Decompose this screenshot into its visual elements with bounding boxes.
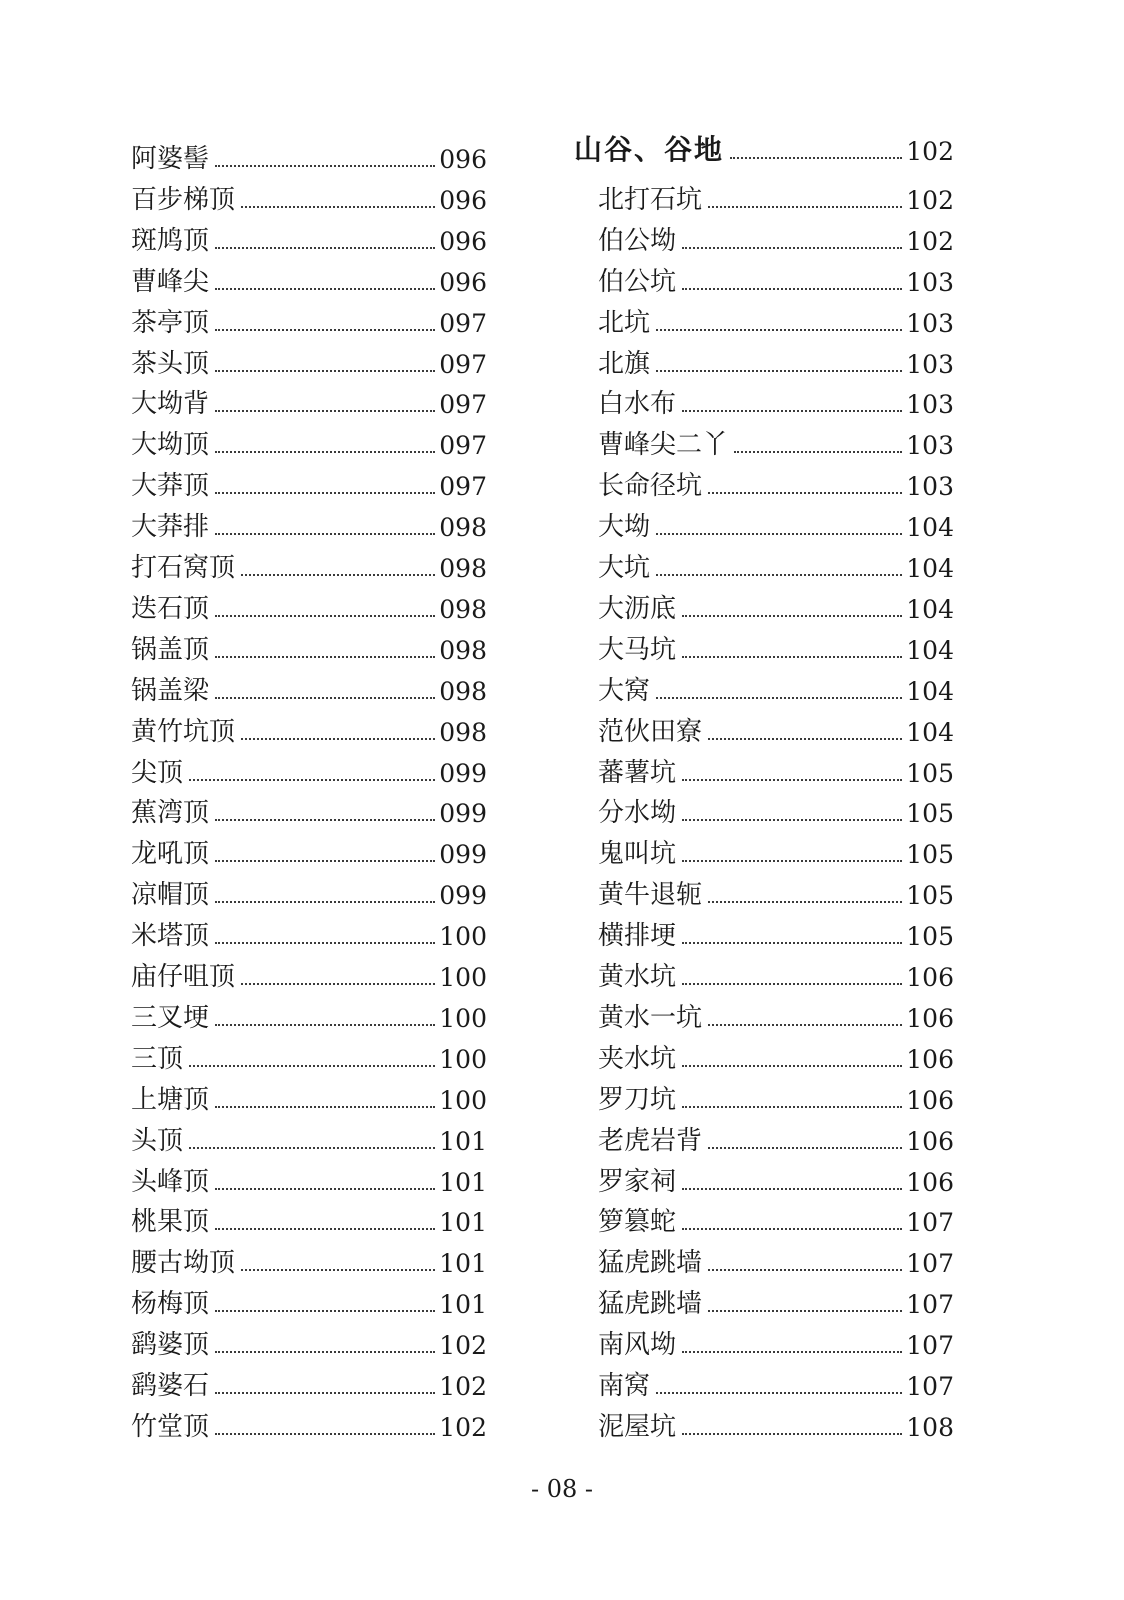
- toc-entry-name: 南风坳: [598, 1330, 677, 1361]
- toc-entry-name: 竹堂顶: [131, 1411, 210, 1442]
- toc-entry: [574, 1276, 954, 1320]
- toc-entry-page: 104: [906, 554, 954, 583]
- toc-entry-name: 锅盖顶: [131, 634, 210, 665]
- toc-entry-page: 103: [906, 349, 954, 379]
- toc-entry-name: 桃果顶: [131, 1207, 210, 1238]
- toc-entry-page: 102: [439, 1412, 487, 1442]
- toc-entry-name: 老虎岩背: [598, 1125, 703, 1156]
- toc-entry-name: 杨梅顶: [131, 1289, 210, 1320]
- toc-entry-page: 101: [439, 1249, 487, 1279]
- toc-entry-name: 百步梯顶: [131, 184, 236, 215]
- toc-entry-page: 098: [439, 717, 487, 747]
- toc-entry-page: 100: [439, 1003, 487, 1033]
- toc-entry-page: 097: [439, 431, 487, 461]
- toc-entry-name: 蕉湾顶: [131, 798, 210, 829]
- toc-entry: [131, 1358, 487, 1399]
- toc-entry-name: 白水布: [598, 389, 677, 420]
- toc-entry-name: 凉帽顶: [131, 880, 210, 911]
- toc-entry-page: 100: [439, 922, 487, 952]
- dot-leader: [241, 983, 435, 985]
- toc-entry-name: 范伙田寮: [598, 716, 703, 747]
- toc-entry: [131, 1113, 487, 1154]
- toc-entry-name: 北坑: [598, 307, 651, 338]
- dot-leader: [215, 697, 435, 699]
- toc-entry-name: 夹水坑: [598, 1043, 677, 1074]
- toc-entry: [574, 1031, 954, 1072]
- toc-entry-name: 头顶: [131, 1125, 184, 1156]
- toc-entry: [131, 1317, 487, 1361]
- toc-entry: [574, 867, 954, 911]
- toc-entry-name: 大坳顶: [131, 430, 210, 461]
- toc-entry-page: 106: [906, 1167, 954, 1197]
- dot-leader: [215, 1228, 435, 1230]
- dot-leader: [682, 1433, 902, 1435]
- toc-entry-page: 106: [906, 1126, 954, 1156]
- toc-entry-name: 罗家祠: [598, 1166, 677, 1197]
- toc-entry-page: 097: [439, 390, 487, 420]
- dot-leader: [215, 860, 435, 862]
- toc-entry: [131, 826, 487, 870]
- dot-leader: [682, 1106, 902, 1108]
- toc-entry: [574, 499, 954, 543]
- toc-entry-name: 大坳: [598, 512, 651, 543]
- toc-entry-name: 鬼叫坑: [598, 839, 677, 870]
- toc-entry: [574, 1317, 954, 1361]
- dot-leader: [656, 533, 902, 535]
- dot-leader: [215, 1106, 435, 1108]
- toc-entry-page: 098: [439, 676, 487, 706]
- toc-entry-page: 107: [906, 1208, 954, 1238]
- toc-entry-name: 猛虎跳墙: [598, 1248, 703, 1279]
- page-number: - 08 -: [530, 1475, 593, 1503]
- toc-entry: [131, 785, 487, 829]
- toc-entry-name: 茶头顶: [131, 348, 210, 379]
- toc-entry-page: 099: [439, 799, 487, 829]
- toc-entry: [574, 376, 954, 420]
- dot-leader: [682, 288, 902, 290]
- toc-entry: [574, 622, 954, 663]
- toc-entry: [131, 1194, 487, 1238]
- toc-entry-name: 大坑: [598, 553, 651, 583]
- toc-entry-page: 103: [906, 472, 954, 502]
- dot-leader: [215, 615, 435, 617]
- dot-leader: [682, 942, 902, 944]
- toc-entry: [574, 826, 954, 870]
- dot-leader: [682, 860, 902, 862]
- toc-entry-page: 104: [906, 594, 954, 624]
- toc-entry: [131, 622, 487, 663]
- toc-entry-page: 096: [439, 226, 487, 256]
- toc-entry-name: 迭石顶: [131, 593, 210, 624]
- toc-entry-page: 104: [906, 676, 954, 706]
- toc-entry: [131, 908, 487, 952]
- dot-leader: [215, 901, 435, 903]
- toc-entry-page: 107: [906, 1331, 954, 1361]
- toc-entry-page: 099: [439, 758, 487, 788]
- toc-entry-page: 105: [906, 922, 954, 952]
- dot-leader: [241, 738, 435, 740]
- toc-entry-page: 104: [906, 635, 954, 665]
- toc-entry-page: 106: [906, 1085, 954, 1115]
- dot-leader: [708, 1147, 902, 1149]
- toc-entry: [574, 704, 954, 745]
- toc-entry: [131, 663, 487, 704]
- toc-entry-name: 泥屋坑: [598, 1411, 677, 1442]
- dot-leader: [656, 697, 902, 699]
- toc-entry-name: 锅盖梁: [131, 675, 210, 706]
- toc-entry-name: 大马坑: [598, 634, 677, 665]
- toc-entry-page: 101: [439, 1290, 487, 1320]
- toc-entry-name: 大坳背: [131, 389, 210, 420]
- toc-entry-name: 阿婆髻: [131, 144, 210, 174]
- toc-entry: [131, 213, 487, 254]
- dot-leader: [215, 492, 435, 494]
- dot-leader: [656, 329, 902, 331]
- toc-entry: [574, 458, 954, 502]
- toc-entry-page: 102: [906, 137, 954, 166]
- toc-entry-page: 106: [906, 1003, 954, 1033]
- toc-entry: [131, 458, 487, 502]
- toc-entry-page: 103: [906, 267, 954, 297]
- toc-entry: [131, 295, 487, 336]
- toc-entry-page: 103: [906, 431, 954, 461]
- dot-leader: [682, 410, 902, 412]
- dot-leader: [215, 370, 435, 372]
- toc-entry-page: 096: [439, 185, 487, 215]
- toc-entry-name: 打石窝顶: [131, 553, 236, 583]
- toc-entry-name: 黄水一坑: [598, 1002, 703, 1033]
- toc-entry-page: 103: [906, 308, 954, 338]
- toc-entry: [574, 1194, 954, 1238]
- toc-entry-page: 105: [906, 881, 954, 911]
- toc-entry-page: 099: [439, 881, 487, 911]
- toc-entry: [131, 376, 487, 420]
- toc-entry-name: 庙仔咀顶: [131, 962, 236, 992]
- toc-entry-page: 107: [906, 1249, 954, 1279]
- toc-entry: [131, 1154, 487, 1195]
- toc-entry-page: 096: [439, 267, 487, 297]
- toc-entry-name: 鹞婆顶: [131, 1330, 210, 1361]
- toc-entry-name: 大莽顶: [131, 471, 210, 502]
- dot-leader: [215, 410, 435, 412]
- toc-entry: [574, 254, 954, 295]
- dot-leader: [708, 1310, 902, 1312]
- toc-entry-name: 伯公坑: [598, 266, 677, 297]
- toc-section-heading: [574, 123, 954, 164]
- toc-entry-page: 104: [906, 717, 954, 747]
- toc-entry-name: 大窝: [598, 675, 651, 706]
- toc-entry-page: 107: [906, 1290, 954, 1320]
- dot-leader: [215, 819, 435, 821]
- toc-entry-name: 横排埂: [598, 921, 677, 952]
- toc-entry-name: 鹞婆石: [131, 1371, 210, 1401]
- toc-entry-page: 101: [439, 1167, 487, 1197]
- toc-entry: [574, 949, 954, 990]
- toc-entry: [131, 745, 487, 786]
- toc-entry-page: 102: [439, 1331, 487, 1361]
- toc-entry-page: 098: [439, 554, 487, 583]
- dot-leader: [215, 247, 435, 249]
- dot-leader: [682, 1065, 902, 1067]
- toc-entry-page: 098: [439, 594, 487, 624]
- toc-entry-name: 茶亭顶: [131, 307, 210, 338]
- toc-entry: [574, 213, 954, 254]
- toc-entry: [574, 745, 954, 786]
- dot-leader: [215, 656, 435, 658]
- toc-entry: [131, 417, 487, 461]
- toc-entry: [131, 949, 487, 990]
- toc-entry: [574, 908, 954, 952]
- toc-entry-name: 龙吼顶: [131, 839, 210, 870]
- toc-entry: [574, 990, 954, 1031]
- toc-entry-name: 三叉埂: [131, 1002, 210, 1033]
- toc-entry-page: 102: [906, 226, 954, 256]
- toc-entry-page: 106: [906, 963, 954, 992]
- dot-leader: [682, 819, 902, 821]
- toc-entry-name: 长命径坑: [598, 471, 703, 502]
- dot-leader: [189, 779, 435, 781]
- toc-entry: [574, 1154, 954, 1195]
- dot-leader: [708, 1269, 902, 1271]
- toc-entry: [574, 295, 954, 336]
- toc-entry: [574, 172, 954, 213]
- toc-entry: [131, 540, 487, 581]
- toc-entry: [574, 581, 954, 622]
- toc-entry-name: 分水坳: [598, 798, 677, 829]
- toc-entry-page: 105: [906, 758, 954, 788]
- toc-entry: [131, 172, 487, 213]
- dot-leader: [215, 942, 435, 944]
- toc-entry-page: 102: [439, 1372, 487, 1401]
- toc-entry-name: 箩篡蛇: [598, 1207, 677, 1238]
- dot-leader: [241, 206, 435, 208]
- toc-entry: [574, 1399, 954, 1440]
- dot-leader: [708, 1024, 902, 1026]
- toc-entry-page: 105: [906, 799, 954, 829]
- dot-leader: [215, 165, 435, 167]
- dot-leader: [682, 1188, 902, 1190]
- toc-entry: [574, 336, 954, 377]
- toc-entry: [574, 1113, 954, 1154]
- toc-entry: [574, 663, 954, 704]
- dot-leader: [215, 1351, 435, 1353]
- toc-entry: [574, 785, 954, 829]
- toc-entry-name: 斑鸠顶: [131, 225, 210, 256]
- dot-leader: [656, 1392, 902, 1394]
- toc-entry-name: 大沥底: [598, 593, 677, 624]
- dot-leader: [708, 492, 902, 494]
- toc-entry-page: 103: [906, 390, 954, 420]
- toc-entry-page: 102: [906, 185, 954, 215]
- toc-entry-name: 头峰顶: [131, 1166, 210, 1197]
- toc-entry-page: 100: [439, 1044, 487, 1074]
- toc-entry: [131, 581, 487, 622]
- dot-leader: [215, 1188, 435, 1190]
- dot-leader: [682, 1351, 902, 1353]
- dot-leader: [708, 901, 902, 903]
- toc-entry-name: 蕃薯坑: [598, 757, 677, 788]
- toc-entry-page: 105: [906, 840, 954, 870]
- toc-entry-name: 三顶: [131, 1043, 184, 1074]
- toc-entry: [131, 131, 487, 172]
- toc-entry: [131, 990, 487, 1031]
- toc-entry-name: 曹峰尖二丫: [598, 430, 729, 461]
- toc-entry: [131, 704, 487, 745]
- toc-entry: [574, 540, 954, 581]
- toc-entry-name: 黄牛退轭: [598, 880, 703, 911]
- toc-entry-name: 罗刀坑: [598, 1084, 677, 1115]
- toc-entry-name: 北打石坑: [598, 184, 703, 215]
- toc-entry-page: 097: [439, 349, 487, 379]
- toc-entry-name: 北旗: [598, 348, 651, 379]
- toc-entry-name: 南窝: [598, 1371, 651, 1401]
- dot-leader: [682, 983, 902, 985]
- toc-entry: [131, 1072, 487, 1113]
- toc-entry-name: 尖顶: [131, 757, 184, 788]
- dot-leader: [215, 288, 435, 290]
- dot-leader: [656, 574, 902, 576]
- dot-leader: [708, 206, 902, 208]
- dot-leader: [241, 1269, 435, 1271]
- toc-entry-page: 097: [439, 308, 487, 338]
- toc-entry-name: 大莽排: [131, 512, 210, 543]
- toc-entry-name: 腰古坳顶: [131, 1248, 236, 1279]
- toc-entry: [131, 336, 487, 377]
- toc-entry-page: 108: [906, 1412, 954, 1442]
- dot-leader: [215, 533, 435, 535]
- toc-entry-page: 099: [439, 840, 487, 870]
- toc-entry-page: 100: [439, 963, 487, 992]
- toc-entry-name: 伯公坳: [598, 225, 677, 256]
- section-heading-title: 山谷、谷地: [574, 133, 725, 166]
- dot-leader: [656, 370, 902, 372]
- toc-entry-name: 黄竹坑顶: [131, 716, 236, 747]
- dot-leader: [215, 451, 435, 453]
- toc-entry-page: 101: [439, 1126, 487, 1156]
- toc-entry: [131, 499, 487, 543]
- toc-entry-page: 104: [906, 513, 954, 543]
- dot-leader: [241, 574, 435, 576]
- dot-leader: [682, 779, 902, 781]
- toc-entry-page: 107: [906, 1372, 954, 1401]
- toc-entry: [131, 1276, 487, 1320]
- toc-entry: [574, 417, 954, 461]
- dot-leader: [215, 1024, 435, 1026]
- toc-entry-page: 100: [439, 1085, 487, 1115]
- dot-leader: [734, 451, 902, 453]
- toc-entry-page: 098: [439, 513, 487, 543]
- dot-leader: [682, 615, 902, 617]
- toc-entry-page: 101: [439, 1208, 487, 1238]
- dot-leader: [682, 1228, 902, 1230]
- toc-entry: [131, 867, 487, 911]
- toc-entry-page: 098: [439, 635, 487, 665]
- toc-entry-name: 曹峰尖: [131, 266, 210, 297]
- dot-leader: [682, 247, 902, 249]
- toc-entry-name: 猛虎跳墙: [598, 1289, 703, 1320]
- dot-leader: [189, 1065, 435, 1067]
- toc-entry: [574, 1072, 954, 1113]
- toc-entry: [574, 1358, 954, 1399]
- toc-entry-page: 096: [439, 145, 487, 174]
- dot-leader: [215, 1310, 435, 1312]
- dot-leader: [189, 1147, 435, 1149]
- toc-entry-page: 097: [439, 472, 487, 502]
- toc-entry: [131, 1399, 487, 1440]
- dot-leader: [215, 1433, 435, 1435]
- dot-leader: [215, 1392, 435, 1394]
- dot-leader: [215, 329, 435, 331]
- toc-entry-name: 米塔顶: [131, 921, 210, 952]
- dot-leader: [730, 157, 902, 159]
- toc-entry-page: 106: [906, 1044, 954, 1074]
- toc-entry: [131, 1031, 487, 1072]
- toc-entry-name: 黄水坑: [598, 962, 677, 992]
- dot-leader: [682, 656, 902, 658]
- toc-entry: [131, 254, 487, 295]
- toc-entry: [574, 1235, 954, 1279]
- dot-leader: [708, 738, 902, 740]
- toc-entry: [131, 1235, 487, 1279]
- toc-entry-name: 上塘顶: [131, 1084, 210, 1115]
